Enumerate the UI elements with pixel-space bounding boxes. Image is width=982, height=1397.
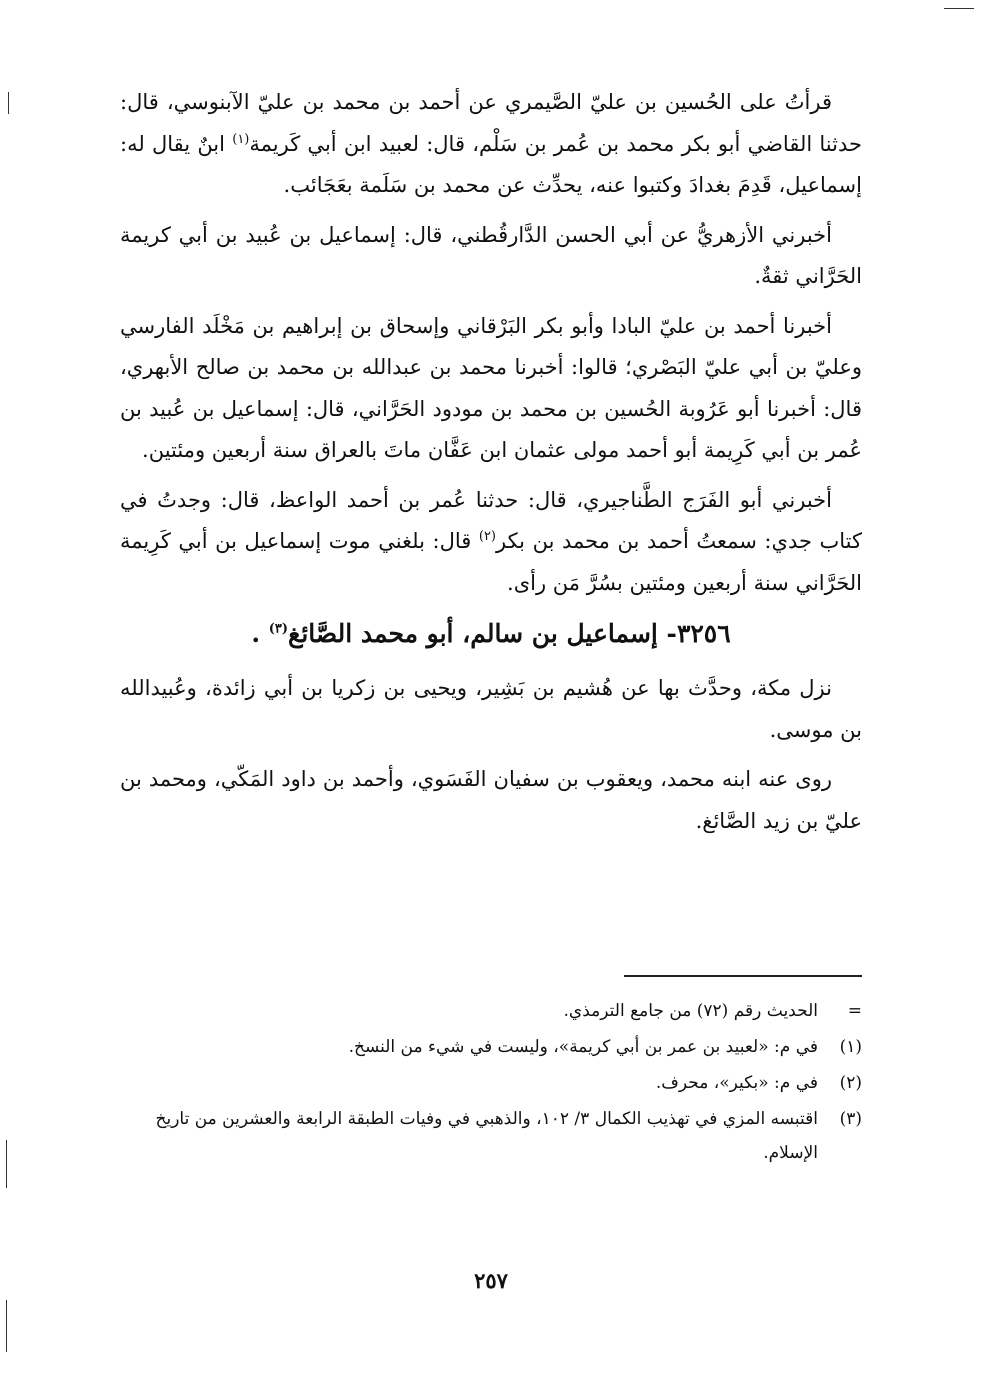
paragraph-4-text-cont: قال: بلغني موت إسماعيل بن أبي كَرِيمة الحَرَّاني سنة أربعين ومئتين بسُرَّ مَن رأى. bbox=[120, 529, 862, 595]
page-number: ٢٥٧ bbox=[474, 1268, 508, 1293]
main-text bbox=[120, 82, 862, 850]
paragraph-4 bbox=[120, 480, 862, 605]
paragraph-3 bbox=[120, 306, 862, 472]
footnote-marker: (٣) bbox=[839, 1109, 862, 1129]
footnote-text: اقتبسه المزي في تهذيب الكمال ٣/ ١٠٢، والذهبي في وفيات الطبقة الرابعة والعشرين من تاريخ الإسلام. bbox=[155, 1109, 818, 1163]
scan-mark-top bbox=[944, 8, 974, 9]
paragraph-2 bbox=[120, 215, 862, 298]
scan-mark-left-mid bbox=[6, 1140, 7, 1188]
footnotes bbox=[120, 994, 862, 1172]
paragraph-1-text: قرأتُ على الحُسين بن عليّ الصَّيمري عن أحمد بن محمد بن عليّ الآبنوسي، قال: حدثنا القاضي أبو بكر محمد بن عُمر بن سَلْم، قال: لعبيد ابن أبي كَريمة bbox=[120, 90, 862, 156]
footnote-marker: (١) bbox=[839, 1037, 862, 1057]
paragraph-6 bbox=[120, 759, 862, 842]
footnote-ref-2: (٢) bbox=[478, 529, 496, 544]
footnote-marker: (٢) bbox=[839, 1073, 862, 1093]
footnote-text: في م: «بكير»، محرف. bbox=[655, 1073, 818, 1093]
paragraph-5-text: نزل مكة، وحدَّث بها عن هُشيم بن بَشِير، ويحيى بن زكريا بن أبي زائدة، وعُبيدالله بن موسى. bbox=[120, 676, 862, 742]
footnote-2 bbox=[120, 1066, 862, 1100]
footnote-1 bbox=[120, 1030, 862, 1064]
entry-heading-tail: . bbox=[251, 619, 269, 648]
footnote-ref-3: (٣) bbox=[268, 621, 289, 637]
footnote-text: الحديث رقم (٧٢) من جامع الترمذي. bbox=[563, 1001, 818, 1021]
paragraph-3-text: أخبرنا أحمد بن عليّ البادا وأبو بكر البَرْقاني وإسحاق بن إبراهيم بن مَخْلَد الفارسي وعليّ بن أبي عليّ البَصْري؛ قالوا: أخبرنا محمد بن عبدالله بن محمد بن صالح الأبهري، قال: أخبرنا أبو عَرُوبة الحُسين بن محمد بن مودود الحَرَّاني، قال: إسماعيل بن عُبيد بن عُمر بن أبي كَرِيمة أبو أحمد مولى عثمان ابن عَفَّان ماتَ بالعراق سنة أربعين ومئتين. bbox=[120, 313, 862, 462]
scan-mark-left-top bbox=[8, 92, 9, 114]
entry-heading-text: ٣٢٥٦- إسماعيل بن سالم، أبو محمد الصَّائغ bbox=[288, 619, 731, 648]
footnote-continuation bbox=[120, 994, 862, 1028]
paragraph-1-text-cont: ابنٌ يقال له: إسماعيل، قَدِمَ بغدادَ وكتبوا عنه، يحدِّث عن محمد بن سَلَمة بعَجَائب. bbox=[120, 131, 862, 197]
footnote-text: في م: «لعبيد بن عمر بن أبي كريمة»، وليست في شيء من النسخ. bbox=[348, 1037, 818, 1057]
paragraph-6-text: روى عنه ابنه محمد، ويعقوب بن سفيان الفَسَوي، وأحمد بن داود المَكّي، ومحمد بن عليّ بن زيد الصَّائغ. bbox=[120, 767, 862, 833]
footnote-ref-1: (١) bbox=[232, 131, 250, 147]
footnote-3 bbox=[120, 1102, 862, 1170]
footnote-marker: = bbox=[847, 1001, 862, 1021]
footnote-separator bbox=[624, 975, 862, 977]
entry-heading bbox=[120, 612, 862, 656]
scan-mark-left-bottom bbox=[6, 1300, 7, 1352]
paragraph-2-text: أخبرني الأزهريُّ عن أبي الحسن الدَّارقُطني، قال: إسماعيل بن عُبيد بن أبي كريمة الحَرَّاني ثقةٌ. bbox=[120, 222, 862, 288]
paragraph-4-text: أخبرني أبو الفَرَج الطَّناجيري، قال: حدثنا عُمر بن أحمد الواعظ، قال: وجدتُ في كتاب جدي: سمعتُ أحمد بن محمد بن بكر bbox=[120, 487, 863, 553]
paragraph-1 bbox=[120, 82, 862, 207]
paragraph-5 bbox=[120, 668, 862, 751]
